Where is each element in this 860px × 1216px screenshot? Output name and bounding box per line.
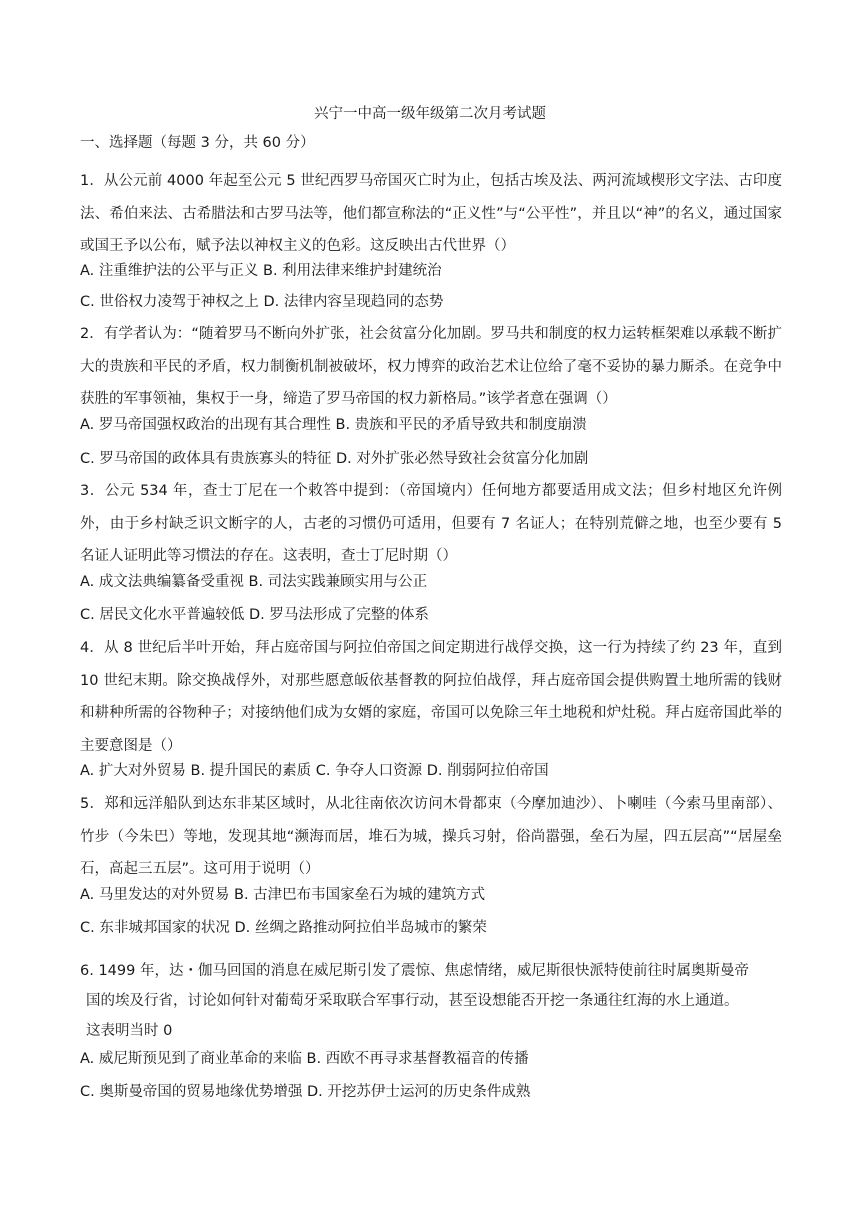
question-6-stem-line-1: 6. 1499 年，达・伽马回国的消息在威尼斯引发了震惊、焦虑情绪，威尼斯很快派特使前往时属奥斯曼帝 (80, 963, 749, 979)
exam-title: 兴宁一中高一级年级第二次月考试题 (314, 106, 546, 122)
question-3-stem: 3．公元 534 年，查士丁尼在一个敕答中提到：（帝国境内）任何地方都要适用成文法；但乡村地区允许例外，由于乡村缺乏识文断字的人，古老的习惯仍可适用，但要有 7 名证人；在特别荒僻之地，也至少要有 5 名证人证明此等习惯法的存在。这表明，查士丁尼时期（） (80, 483, 782, 564)
question-3-options-ab: A. 成文法典编纂备受重视 B. 司法实践兼顾实用与公正 (80, 574, 428, 590)
question-5-stem: 5．郑和远洋船队到达东非某区域时，从北往南依次访问木骨都束（今摩加迪沙）、卜喇哇（今索马里南部）、竹步（今朱巴）等地，发现其地“濒海而居，堆石为城，操兵习射，俗尚嚣强，垒石为屋，四五层高”“居屋垒石，高起三五层”。这可用于说明（） (80, 796, 782, 877)
question-2-options-cd: C. 罗马帝国的政体具有贵族寡头的特征 D. 对外扩张必然导致社会贫富分化加剧 (80, 451, 589, 467)
question-6-stem-line-3: 这表明当时 0 (86, 1023, 173, 1039)
question-4-stem: 4．从 8 世纪后半叶开始，拜占庭帝国与阿拉伯帝国之间定期进行战俘交换，这一行为持续了约 23 年，直到 10 世纪末期。除交换战俘外，对那些愿意皈依基督教的阿拉伯战俘，拜占庭帝国会提供购置土地所需的钱财和耕种所需的谷物种子；对接纳他们成为女婿的家庭，帝国可以免除三年土地税和炉灶税。拜占庭帝国此举的主要意图是（） (80, 640, 782, 754)
question-6-stem (80, 956, 782, 1046)
question-6-stem-line-2: 国的埃及行省，讨论如何针对葡萄牙采取联合军事行动，甚至设想能否开挖一条通往红海的水上通道。 (86, 993, 739, 1009)
question-5-options-cd: C. 东非城邦国家的状况 D. 丝绸之路推动阿拉伯半岛城市的繁荣 (80, 920, 487, 936)
question-6-options-ab: A. 威尼斯预见到了商业革命的来临 B. 西欧不再寻求基督教福音的传播 (80, 1051, 529, 1067)
question-2-options-ab: A. 罗马帝国强权政治的出现有其合理性 B. 贵族和平民的矛盾导致共和制度崩溃 (80, 417, 587, 433)
question-1-stem: 1．从公元前 4000 年起至公元 5 世纪西罗马帝国灭亡时为止，包括古埃及法、两河流域楔形文字法、古印度法、希伯来法、古希腊法和古罗马法等，他们都宣称法的“正义性”与“公平性”，并且以“神”的名义，通过国家或国王予以公布，赋予法以神权主义的色彩。这反映出古代世界（） (80, 173, 782, 254)
question-5-options-ab: A. 马里发达的对外贸易 B. 古津巴布韦国家垒石为城的建筑方式 (80, 887, 486, 903)
question-2-stem: 2．有学者认为：“随着罗马不断向外扩张，社会贫富分化加剧。罗马共和制度的权力运转框架难以承载不断扩大的贵族和平民的矛盾，权力制衡机制被破坏，权力博弈的政治艺术让位给了毫不妥协的暴力厮杀。在竞争中获胜的军事领袖，集权于一身，缔造了罗马帝国的权力新格局。”该学者意在强调（） (80, 326, 782, 407)
question-4-options: A. 扩大对外贸易 B. 提升国民的素质 C. 争夺人口资源 D. 削弱阿拉伯帝国 (80, 763, 549, 779)
question-6-options-cd: C. 奥斯曼帝国的贸易地缘优势增强 D. 开挖苏伊士运河的历史条件成熟 (80, 1084, 531, 1100)
question-3-options-cd: C. 居民文化水平普遍较低 D. 罗马法形成了完整的体系 (80, 607, 429, 623)
question-1-options-cd: C. 世俗权力凌驾于神权之上 D. 法律内容呈现趋同的态势 (80, 294, 444, 310)
question-1-options-ab: A. 注重维护法的公平与正义 B. 利用法律来维护封建统治 (80, 263, 442, 279)
section-heading: 一、选择题（每题 3 分，共 60 分） (80, 135, 315, 151)
